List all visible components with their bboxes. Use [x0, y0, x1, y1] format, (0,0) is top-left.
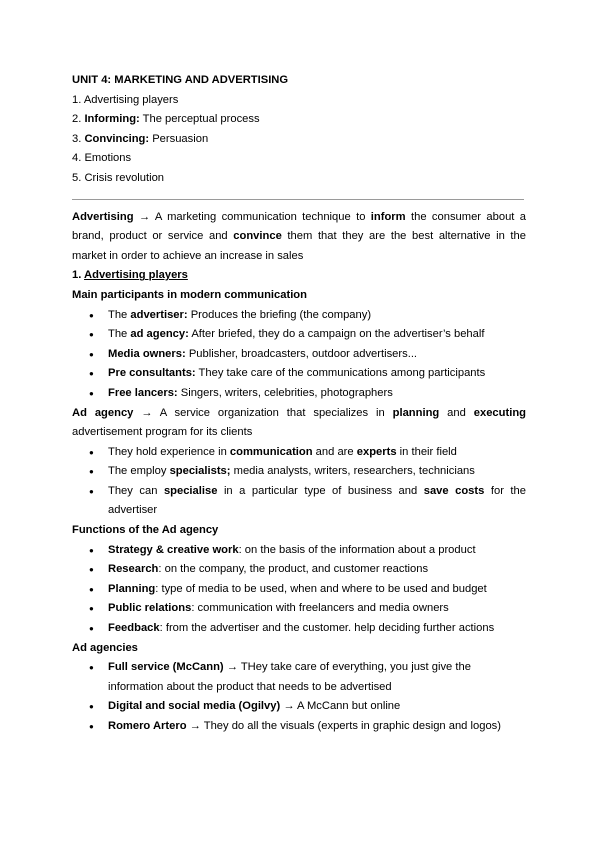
toc-bold: Informing:	[84, 113, 140, 126]
list-item	[72, 462, 526, 482]
list-item	[72, 541, 526, 561]
item-text: The employ	[108, 465, 170, 478]
item-text: : communication with freelancers and media owners	[191, 602, 449, 615]
toc-number: 2.	[72, 113, 85, 126]
unit-title: UNIT 4: MARKETING AND ADVERTISING	[72, 74, 289, 86]
item-bold: Media owners:	[108, 347, 186, 360]
item-text: Singers, writers, celebrities, photographers	[177, 386, 393, 399]
toc-number: 4.	[72, 152, 85, 165]
ad-agency-definition	[72, 404, 526, 443]
item-bold: experts	[356, 445, 397, 458]
item-text: → THey take care of everything, you just give the information about the product that needs to be advertised	[108, 661, 471, 693]
toc-item-4	[72, 149, 526, 169]
item-text: They take care of the communications among participants	[195, 367, 486, 380]
toc-item-5	[72, 169, 526, 189]
item-bold: Free lancers:	[108, 386, 178, 399]
toc-item-2	[72, 110, 526, 130]
toc-text: Persuasion	[149, 132, 209, 145]
item-text: in a particular type of business and	[217, 484, 424, 497]
item-text: media analysts, writers, researchers, technicians	[230, 465, 475, 478]
agency-traits-list	[72, 443, 526, 521]
toc-item-1	[72, 91, 526, 111]
item-text: Publisher, broadcasters, outdoor advertisers...	[185, 347, 418, 360]
item-text: They can	[108, 484, 164, 497]
item-bold: communication	[229, 445, 313, 458]
definition-text: and	[439, 406, 474, 419]
item-bold: Strategy & creative work	[108, 543, 239, 556]
section-heading	[72, 266, 526, 286]
list-item	[72, 384, 526, 404]
item-text: in their field	[396, 445, 457, 458]
toc-bold: Convincing:	[84, 132, 150, 145]
definition-text: the consumer about a brand, product or service and	[72, 210, 526, 243]
item-text: : type of media to be used, when and where to be used and budget	[155, 582, 487, 595]
list-item	[72, 717, 526, 737]
list-item	[72, 306, 526, 326]
table-of-contents	[72, 91, 526, 189]
item-bold: Research	[108, 563, 159, 576]
list-item	[72, 619, 526, 639]
list-item	[72, 364, 526, 384]
advertising-definition	[72, 208, 526, 267]
item-bold: Planning	[108, 582, 156, 595]
functions-heading: Functions of the Ad agency	[72, 524, 219, 537]
list-item	[72, 345, 526, 365]
definition-text: them that they are the best alternative in the market in order to achieve an increase in sales	[72, 230, 526, 262]
list-item	[72, 325, 526, 345]
item-text: Produces the briefing (the company)	[187, 308, 372, 321]
item-bold: advertiser:	[130, 308, 188, 321]
item-text: → A McCann but online	[280, 700, 401, 713]
item-bold: save costs	[423, 484, 485, 497]
item-bold: Romero Artero	[108, 720, 187, 732]
toc-text: The perceptual process	[139, 113, 260, 126]
item-text: They hold experience in	[108, 445, 230, 458]
item-text: : on the company, the product, and customer reactions	[158, 563, 429, 576]
section-number: 1.	[72, 269, 85, 282]
section-title: Advertising players	[84, 269, 188, 282]
horizontal-divider	[72, 199, 524, 200]
item-text: The	[108, 328, 131, 341]
definition-keyword: convince	[233, 230, 282, 243]
item-bold: specialise	[163, 484, 218, 497]
toc-number: 3.	[72, 132, 85, 145]
item-text: : from the advertiser and the customer. help deciding further actions	[159, 622, 495, 635]
toc-text: Crisis revolution	[84, 171, 165, 184]
item-bold: Pre consultants:	[108, 367, 196, 380]
item-bold: ad agency:	[130, 328, 189, 341]
toc-text: Advertising players	[83, 93, 179, 106]
definition-keyword: planning	[392, 406, 440, 419]
item-bold: Full service (McCann)	[108, 661, 224, 674]
definition-term: Advertising	[72, 210, 134, 223]
definition-term: Ad agency	[72, 406, 134, 419]
document-page	[72, 71, 526, 737]
definition-keyword: executing	[473, 406, 526, 419]
item-text: and are	[312, 445, 357, 458]
list-item	[72, 658, 526, 697]
definition-keyword: inform	[370, 210, 406, 223]
agencies-list	[72, 658, 526, 736]
item-bold: Public relations	[108, 602, 192, 615]
item-text: The	[108, 308, 131, 321]
list-item	[72, 580, 526, 600]
list-item	[72, 482, 526, 521]
definition-text: advertisement program for its clients	[72, 426, 253, 439]
list-item	[72, 599, 526, 619]
functions-list	[72, 541, 526, 639]
item-bold: specialists;	[169, 465, 231, 478]
toc-item-3	[72, 130, 526, 150]
item-bold: Digital and social media (Ogilvy)	[108, 700, 281, 713]
item-text: After briefed, they do a campaign on the advertiser’s behalf	[188, 328, 485, 341]
participants-list	[72, 306, 526, 404]
list-item	[72, 560, 526, 580]
list-item	[72, 697, 526, 717]
participants-heading: Main participants in modern communication	[72, 288, 307, 301]
item-text: : on the basis of the information about a product	[238, 543, 476, 556]
toc-text: Emotions	[84, 152, 132, 165]
item-text: for the advertiser	[108, 484, 526, 517]
definition-text: → A service organization that specializes in	[133, 406, 393, 419]
agencies-heading: Ad agencies	[72, 641, 138, 654]
item-text: → They do all the visuals (experts in graphic design and logos)	[186, 720, 501, 732]
toc-number: 5.	[72, 171, 85, 184]
toc-number: 1.	[72, 93, 84, 106]
definition-text: → A marketing communication technique to	[133, 210, 371, 223]
item-bold: Feedback	[108, 622, 160, 635]
list-item	[72, 443, 526, 463]
